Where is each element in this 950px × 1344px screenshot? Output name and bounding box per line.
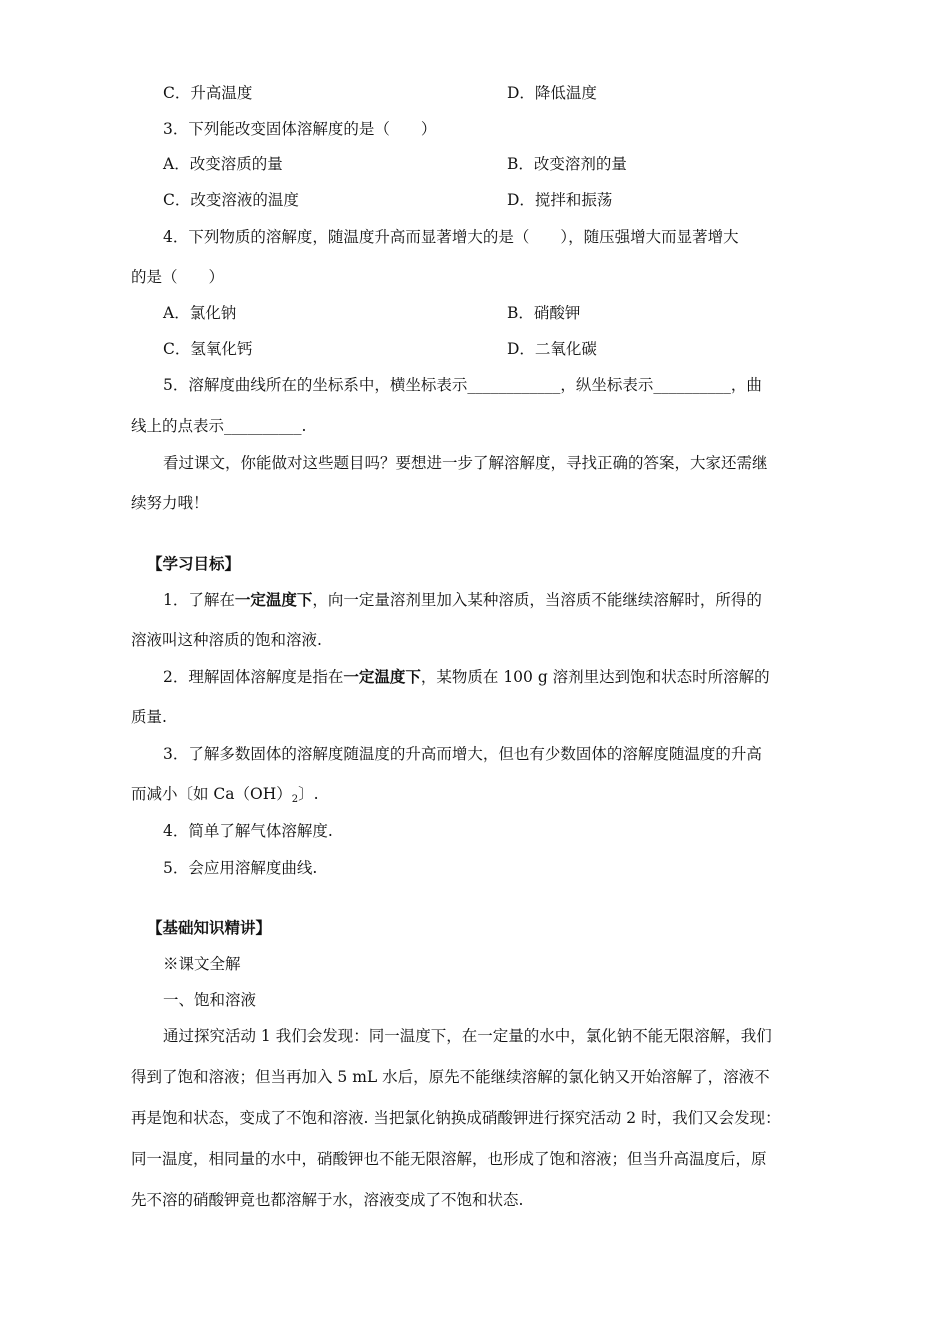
q3-stem: 3．下列能改变固体溶解度的是（ ） xyxy=(163,120,437,138)
section-title: 一、饱和溶液 xyxy=(163,991,257,1009)
q4-stem-line1: 4．下列物质的溶解度，随温度升高而显著增大的是（ ），随压强增大而显著增大 xyxy=(163,228,739,246)
intro-line1: 看过课文，你能做对这些题目吗？要想进一步了解溶解度，寻找正确的答案，大家还需继 xyxy=(163,454,768,472)
goal-3-line2 xyxy=(131,783,319,811)
paragraph-line2: 得到了饱和溶液；但当再加入 5 mL 水后，原先不能继续溶解的氯化钠又开始溶解了，溶液不 xyxy=(131,1068,770,1086)
q3-option-d: D．搅拌和振荡 xyxy=(507,191,613,209)
paragraph-line5: 先不溶的硝酸钾竟也都溶解于水，溶液变成了不饱和状态. xyxy=(131,1191,524,1209)
goal-5: 5．会应用溶解度曲线. xyxy=(163,859,318,877)
goal-2-post: ，某物质在 100 g 溶剂里达到饱和状态时所溶解的 xyxy=(420,668,770,686)
paragraph-line4: 同一温度，相同量的水中，硝酸钾也不能无限溶解，也形成了饱和溶液；但当升高温度后，原 xyxy=(131,1150,767,1168)
q4-option-a: A．氯化钠 xyxy=(163,304,237,322)
goal-2-line1 xyxy=(163,666,770,688)
q4-option-c: C．氢氧化钙 xyxy=(163,340,253,358)
q5-stem-line1: 5．溶解度曲线所在的坐标系中，横坐标表示____________，纵坐标表示__________，曲 xyxy=(163,376,762,394)
q4-option-d: D．二氧化碳 xyxy=(507,340,597,358)
goal-1-pre: 1．了解在 xyxy=(163,591,235,609)
q3-option-a: A．改变溶质的量 xyxy=(163,155,283,173)
paragraph-line1: 通过探究活动 1 我们会发现：同一温度下，在一定量的水中，氯化钠不能无限溶解，我们 xyxy=(163,1027,772,1045)
goal-3-line1: 3．了解多数固体的溶解度随温度的升高而增大，但也有少数固体的溶解度随温度的升高 xyxy=(163,745,762,763)
goal-1-post: ，向一定量溶剂里加入某种溶质，当溶质不能继续溶解时，所得的 xyxy=(312,591,762,609)
basics-subheading: ※课文全解 xyxy=(163,955,241,973)
q2-option-c: C．升高温度 xyxy=(163,84,253,102)
goal-1-line1 xyxy=(163,589,762,611)
goal-1-line2: 溶液叫这种溶质的饱和溶液. xyxy=(131,631,322,649)
goal-2-line2: 质量. xyxy=(131,708,167,726)
q2-option-d: D．降低温度 xyxy=(507,84,597,102)
goal-3-line2-post: 〕. xyxy=(298,785,319,803)
basics-heading: 【基础知识精讲】 xyxy=(147,918,272,937)
q5-stem-line2: 线上的点表示__________. xyxy=(131,417,307,435)
goal-3-subscript: 2 xyxy=(291,794,299,805)
goal-1-emphasis: 一定温度下 xyxy=(234,590,313,609)
q3-option-b: B．改变溶剂的量 xyxy=(507,155,627,173)
paragraph-line3: 再是饱和状态，变成了不饱和溶液. 当把氯化钠换成硝酸钾进行探究活动 2 时，我们又会发现： xyxy=(131,1109,781,1127)
q3-option-c: C．改变溶液的温度 xyxy=(163,191,299,209)
goal-2-pre: 2．理解固体溶解度是指在 xyxy=(163,668,344,686)
intro-line2: 续努力哦！ xyxy=(131,494,209,512)
goal-4: 4．简单了解气体溶解度. xyxy=(163,822,333,840)
goals-heading: 【学习目标】 xyxy=(147,554,241,573)
q4-option-b: B．硝酸钾 xyxy=(507,304,581,322)
goal-3-line2-pre: 而减小〔如 Ca（OH） xyxy=(131,785,292,803)
goal-2-emphasis: 一定温度下 xyxy=(343,667,421,686)
q4-stem-line2: 的是（ ） xyxy=(131,268,225,286)
